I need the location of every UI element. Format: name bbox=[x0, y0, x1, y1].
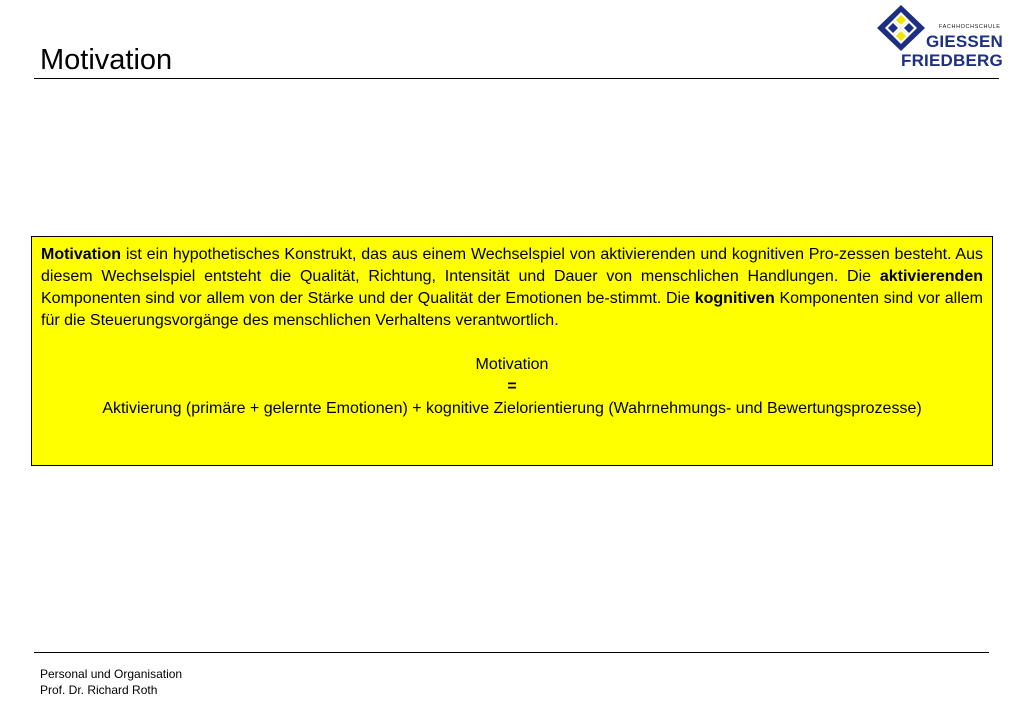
definition-paragraph bbox=[41, 244, 983, 332]
formula-right-side: Aktivierung (primäre + gelernte Emotionen) + kognitive Zielorientierung (Wahrnehmungs- und Bewertungsprozesse) bbox=[102, 400, 922, 417]
footer-author: Prof. Dr. Richard Roth bbox=[40, 683, 158, 697]
logo-city-line1: GIESSEN bbox=[926, 32, 1003, 51]
footer-divider bbox=[34, 652, 989, 653]
university-logo bbox=[876, 4, 1006, 72]
formula-left-side: Motivation bbox=[475, 356, 549, 373]
definition-text-part1: ist ein hypothetisches Konstrukt, das aus einem Wechselspiel von aktivierenden und kognitiven Pro-zessen besteht. Aus diesem Wechselspiel entsteht die Qualität, Richtung, Intensität und Dauer von menschlichen Handlungen. Die bbox=[41, 246, 983, 285]
definition-text-part3: Komponenten sind vor allem für die Steuerungsvorgänge des menschlichen Verhaltens verantwortlich. bbox=[41, 290, 983, 329]
definition-box bbox=[31, 236, 993, 466]
formula-equals-sign: = bbox=[507, 378, 517, 395]
diamond-logo-icon bbox=[876, 4, 926, 52]
definition-text-part2: Komponenten sind vor allem von der Stärke und der Qualität der Emotionen be-stimmt. Die bbox=[41, 290, 695, 307]
footer-course-name: Personal und Organisation bbox=[40, 667, 183, 681]
definition-term: Motivation bbox=[41, 246, 121, 263]
bold-aktivierenden: aktivierenden bbox=[879, 268, 983, 285]
logo-school-type: FACHHOCHSCHULE bbox=[939, 24, 1001, 30]
logo-city-line2: FRIEDBERG bbox=[901, 51, 1003, 70]
title-divider bbox=[34, 78, 999, 79]
footer bbox=[40, 666, 182, 698]
slide-title: Motivation bbox=[40, 44, 173, 76]
bold-kognitiven: kognitiven bbox=[694, 290, 775, 307]
motivation-formula bbox=[41, 354, 983, 420]
